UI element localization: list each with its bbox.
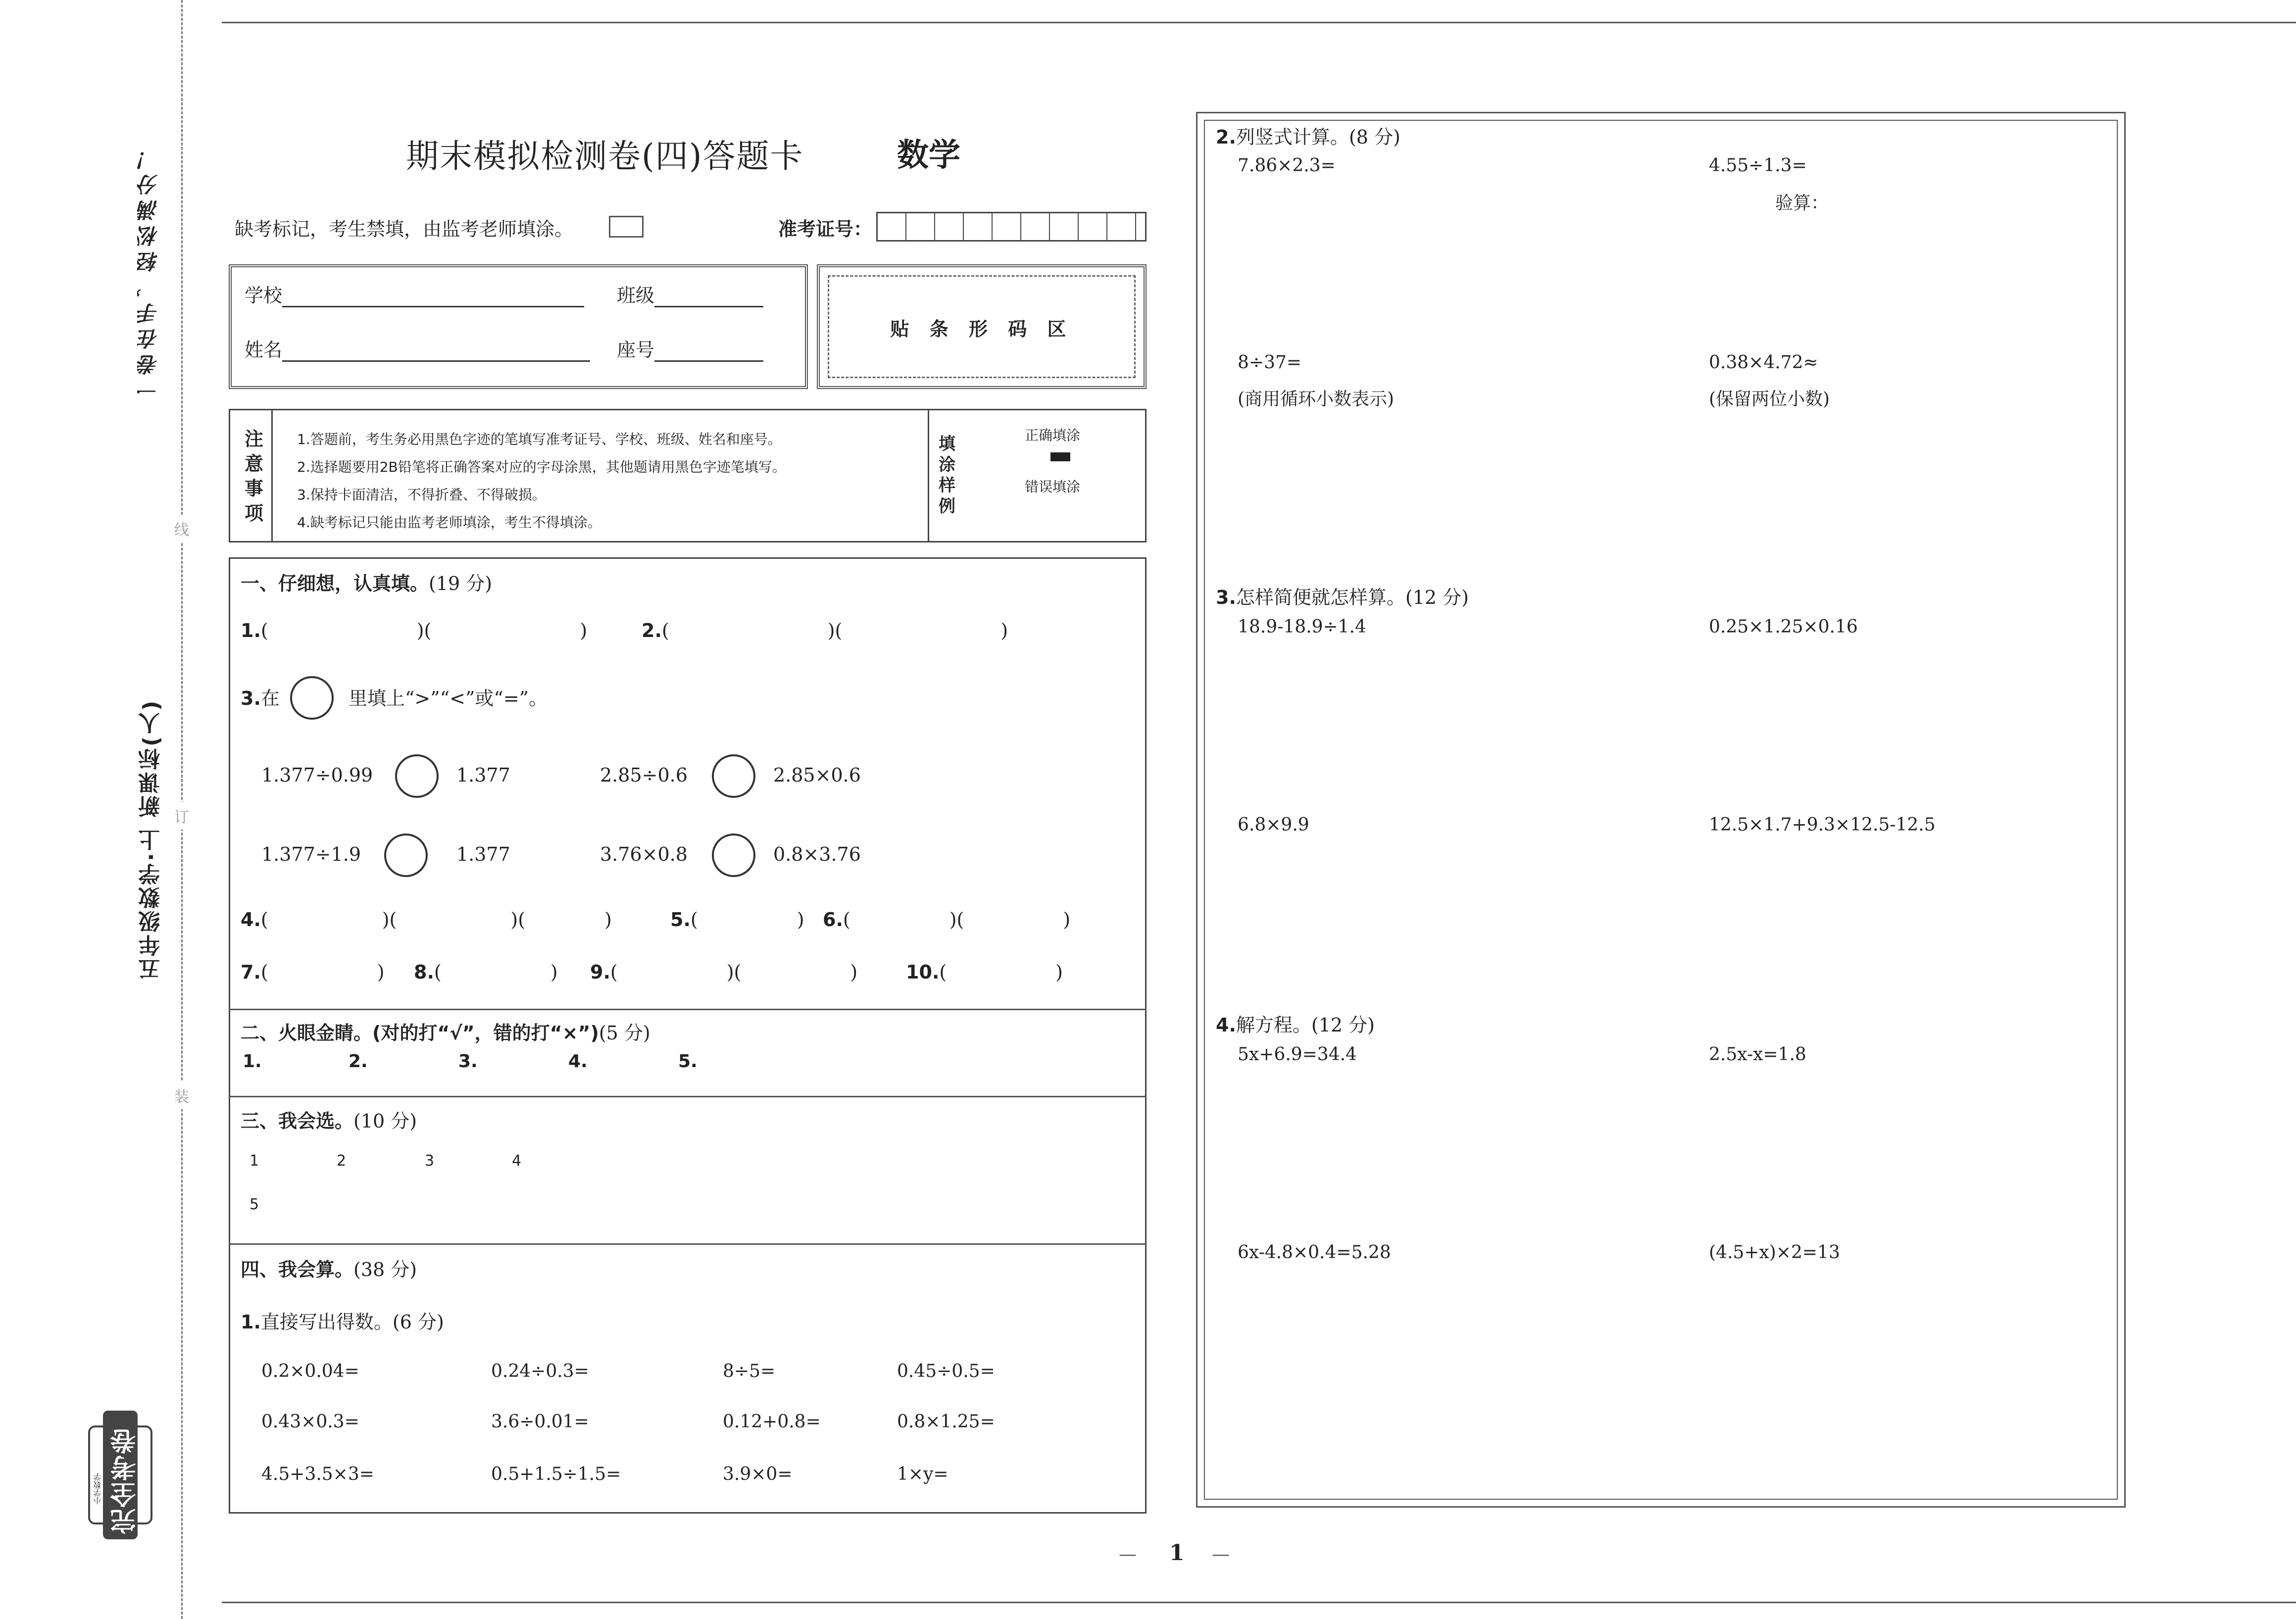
page-number: 1 [1169, 1540, 1185, 1566]
tf-answer-4[interactable]: 4. [568, 1051, 588, 1072]
check-label: 验算： [1775, 193, 1829, 213]
class-field[interactable]: 班级 [617, 280, 763, 307]
vertical-calc-item: 7.86×2.3= [1238, 155, 1336, 176]
barcode-label: 贴 条 形 码 区 [890, 318, 1073, 340]
mental-math-item: 0.5+1.5÷1.5= [491, 1464, 621, 1484]
top-rule [222, 22, 2296, 23]
equation-item: (4.5+x)×2=13 [1709, 1242, 1840, 1263]
q8-blanks[interactable]: 8.( ) [414, 961, 558, 983]
compare-left: 1.377÷1.9 [261, 843, 361, 865]
right-q4-title: 4.解方程。(12 分) [1216, 1014, 1375, 1036]
vertical-calc-item: 8÷37= [1238, 352, 1302, 373]
mental-math-item: 1×y= [897, 1464, 948, 1484]
choice-answer-4[interactable]: 4 [512, 1152, 522, 1170]
mental-math-item: 3.6÷0.01= [491, 1412, 589, 1432]
q6-blanks[interactable]: 6.( )( ) [823, 909, 1071, 931]
compare-circle[interactable] [712, 834, 755, 877]
notice-item: 2.选择题要用2B铅笔将正确答案对应的字母涂黑，其他题请用黑色字迹笔填写。 [297, 459, 786, 475]
mental-math-item: 0.12+0.8= [723, 1412, 821, 1432]
compare-circle[interactable] [395, 754, 439, 798]
page-dash-left: — [1119, 1544, 1137, 1565]
absent-instruction: 缺考标记，考生禁填，由监考老师填涂。 [235, 218, 574, 240]
q3-sample-circle [290, 676, 334, 720]
compare-circle[interactable] [384, 834, 428, 877]
right-q2-title: 2.列竖式计算。(8 分) [1216, 126, 1400, 148]
simplify-item: 6.8×9.9 [1238, 815, 1309, 835]
wrong-fill-label: 错误填涂 [1025, 479, 1081, 495]
compare-right: 0.8×3.76 [773, 843, 861, 865]
mental-math-item: 0.2×0.04= [261, 1361, 359, 1381]
mental-math-item: 0.24÷0.3= [491, 1361, 589, 1381]
tf-answer-1[interactable]: 1. [243, 1051, 262, 1072]
equation-item: 5x+6.9=34.4 [1238, 1044, 1357, 1065]
vertical-calc-note: (商用循环小数表示) [1238, 389, 1395, 409]
sub-question-1-title: 1.直接写出得数。(6 分) [241, 1311, 444, 1333]
equation-item: 6x-4.8×0.4=5.28 [1238, 1242, 1391, 1263]
notice-list [297, 426, 786, 537]
subject-title: 数学 [897, 137, 960, 174]
tf-answer-2[interactable]: 2. [349, 1051, 368, 1072]
exam-id-label: 准考证号： [778, 218, 873, 240]
simplify-item: 18.9-18.9÷1.4 [1238, 617, 1366, 637]
mental-math-item: 8÷5= [723, 1361, 776, 1381]
q3-instruction: 3.在 [241, 687, 280, 709]
seat-field[interactable]: 座号 [617, 335, 763, 362]
logo-small-text: 小学数学 [93, 1473, 102, 1505]
tf-answer-5[interactable]: 5. [678, 1051, 698, 1072]
school-field[interactable]: 学校 [245, 280, 584, 307]
choice-answer-5[interactable]: 5 [250, 1196, 259, 1213]
correct-fill-label: 正确填涂 [1025, 427, 1081, 443]
section-4-title: 四、我会算。(38 分) [241, 1259, 417, 1280]
q7-blanks[interactable]: 7.( ) [241, 961, 385, 983]
mental-math-item: 4.5+3.5×3= [261, 1464, 374, 1484]
cut-label-xian: 线 [174, 515, 189, 542]
absent-mark-box[interactable] [609, 216, 644, 238]
choice-answer-3[interactable]: 3 [425, 1152, 435, 1170]
compare-circle[interactable] [712, 754, 755, 798]
section-3-title: 三、我会选。(10 分) [241, 1110, 417, 1132]
q1-blanks[interactable]: 1.( )( ) [241, 620, 588, 641]
exam-id-grid[interactable] [876, 212, 1147, 242]
compare-left: 2.85÷0.6 [600, 764, 688, 786]
cut-label-zhuang: 装 [174, 1081, 189, 1109]
brand-logo [83, 1396, 157, 1559]
q3-instruction-tail: 里填上“>”“<”或“=”。 [349, 687, 548, 709]
choice-answer-2[interactable]: 2 [337, 1152, 347, 1170]
simplify-item: 0.25×1.25×0.16 [1709, 617, 1858, 637]
q2-blanks[interactable]: 2.( )( ) [642, 620, 1008, 641]
slogan: 一卷在手，轻松满分！ [137, 144, 161, 401]
q10-blanks[interactable]: 10.( ) [906, 961, 1063, 983]
fill-example-title: 填 涂 样 例 [939, 434, 955, 516]
q9-blanks[interactable]: 9.( )( ) [590, 961, 858, 983]
right-q3-title: 3.怎样简便就怎样算。(12 分) [1216, 587, 1469, 608]
q5-blanks[interactable]: 5.( ) [670, 909, 804, 931]
vertical-calc-item: 4.55÷1.3= [1709, 155, 1807, 176]
choice-answer-1[interactable]: 1 [250, 1152, 259, 1170]
notice-item: 4.缺考标记只能由监考老师填涂，考生不得填涂。 [297, 514, 601, 531]
vertical-calc-item: 0.38×4.72≈ [1709, 352, 1818, 373]
bottom-rule [222, 1602, 2296, 1603]
compare-right: 2.85×0.6 [773, 764, 861, 786]
page-dash-right: — [1212, 1544, 1230, 1565]
name-field[interactable]: 姓名 [245, 335, 590, 362]
logo-main-text: 完全考卷 [111, 1427, 141, 1534]
tf-answer-3[interactable]: 3. [458, 1051, 478, 1072]
cut-label-ding: 订 [174, 802, 189, 830]
sheet-title: 期末模拟检测卷(四)答题卡 [406, 137, 804, 175]
notice-item: 3.保持卡面清洁，不得折叠、不得破损。 [297, 487, 546, 503]
grade-label: 五年级数学·上 新课标(人) [139, 698, 164, 980]
compare-right: 1.377 [456, 764, 510, 786]
correct-fill-mark [1050, 452, 1070, 461]
section-1-title: 一、仔细想，认真填。(19 分) [241, 573, 493, 594]
vertical-calc-note: (保留两位小数) [1709, 389, 1830, 409]
q4-blanks[interactable]: 4.( )( )( ) [241, 909, 612, 931]
section-2-title: 二、火眼金睛。(对的打“√”，错的打“×”)(5 分) [241, 1022, 650, 1044]
simplify-item: 12.5×1.7+9.3×12.5-12.5 [1709, 815, 1936, 835]
mental-math-item: 0.43×0.3= [261, 1412, 359, 1432]
mental-math-item: 0.8×1.25= [897, 1412, 995, 1432]
compare-left: 1.377÷0.99 [261, 764, 373, 786]
compare-left: 3.76×0.8 [600, 843, 688, 865]
mental-math-item: 3.9×0= [723, 1464, 793, 1484]
notice-title: 注 意 事 项 [245, 428, 264, 524]
notice-item: 1.答题前，考生务必用黑色字迹的笔填写准考证号、学校、班级、姓名和座号。 [297, 431, 782, 447]
mental-math-item: 0.45÷0.5= [897, 1361, 995, 1381]
compare-right: 1.377 [456, 843, 510, 865]
equation-item: 2.5x-x=1.8 [1709, 1044, 1806, 1065]
